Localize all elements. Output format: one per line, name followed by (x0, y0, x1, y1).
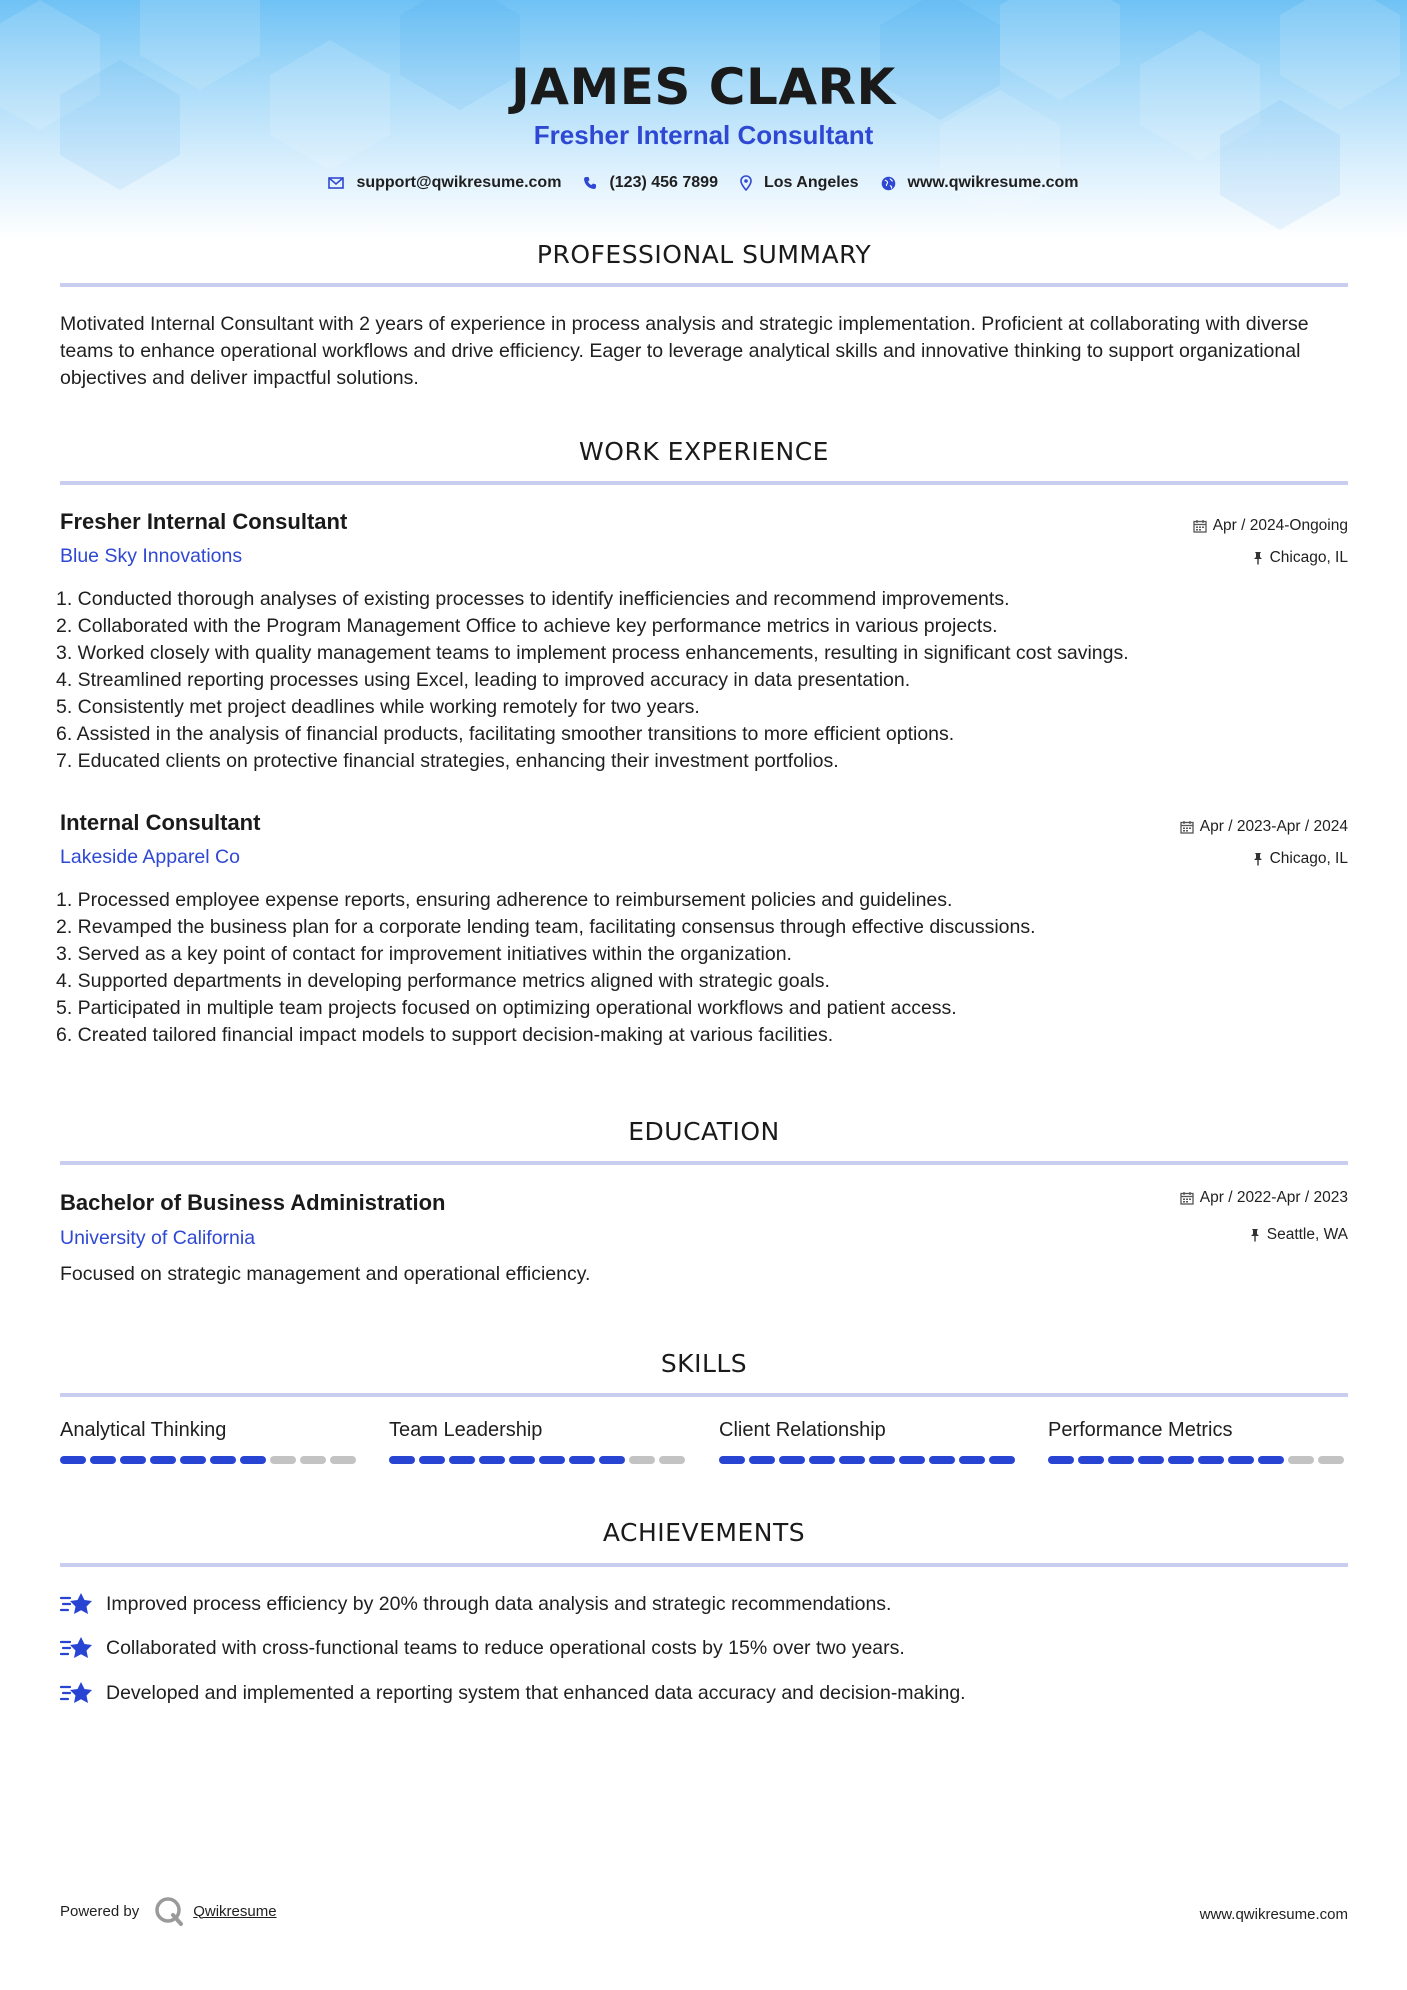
company-name: Lakeside Apparel Co (60, 846, 240, 868)
map-marker-icon (740, 175, 752, 191)
education-location-text: Seattle, WA (1266, 1226, 1348, 1243)
job-location (1252, 850, 1348, 868)
skill-dot-filled (210, 1456, 236, 1464)
skill-dot-filled (1258, 1456, 1284, 1464)
achievement-text: Developed and implemented a reporting system that enhanced data accuracy and decision-making. (106, 1681, 966, 1704)
skill-dot-filled (539, 1456, 565, 1464)
skill-dot-filled (150, 1456, 176, 1464)
skill-dot-filled (719, 1456, 745, 1464)
skill-dot-empty (1288, 1456, 1314, 1464)
skill-dot-filled (749, 1456, 775, 1464)
globe-icon (881, 176, 896, 191)
skill-name: Performance Metrics (1048, 1419, 1233, 1441)
contact-email[interactable] (328, 174, 561, 192)
skill-dot-empty (270, 1456, 296, 1464)
skill-dot-filled (779, 1456, 805, 1464)
education-dates (1180, 1189, 1348, 1207)
education-location (1249, 1226, 1348, 1244)
skills-heading: SKILLS (660, 1349, 748, 1378)
skill-dot-filled (929, 1456, 955, 1464)
job-dates (1193, 517, 1348, 535)
skill-dot-empty (629, 1456, 655, 1464)
skill-item (719, 1419, 1019, 1464)
skill-dot-filled (899, 1456, 925, 1464)
phone-icon (583, 176, 597, 190)
pin-icon (1252, 852, 1264, 866)
calendar-icon (1193, 519, 1207, 533)
skill-name: Analytical Thinking (60, 1419, 227, 1441)
qwikresume-logo-icon (153, 1895, 185, 1927)
contact-website[interactable] (881, 174, 1079, 192)
skill-dot-filled (1108, 1456, 1134, 1464)
skill-dot-filled (120, 1456, 146, 1464)
envelope-icon (328, 177, 344, 189)
skill-dot-filled (1138, 1456, 1164, 1464)
list-item: 7. Educated clients on protective financial strategies, enhancing their investment portfolios. (56, 750, 839, 772)
skill-dot-filled (839, 1456, 865, 1464)
list-item: 2. Collaborated with the Program Management Office to achieve key performance metrics in various projects. (56, 615, 998, 637)
contact-phone[interactable] (583, 174, 718, 192)
skill-dot-filled (1048, 1456, 1074, 1464)
education-dates-text: Apr / 2022-Apr / 2023 (1199, 1189, 1348, 1206)
contact-website-text: www.qwikresume.com (907, 174, 1079, 191)
skill-meter (719, 1456, 1019, 1464)
calendar-icon (1180, 1191, 1194, 1205)
achievements-divider (60, 1563, 1348, 1567)
skill-dot-filled (90, 1456, 116, 1464)
pin-icon (1252, 551, 1264, 565)
job-dates-text: Apr / 2023-Apr / 2024 (1199, 818, 1348, 835)
company-name: Blue Sky Innovations (60, 545, 243, 567)
education-heading: EDUCATION (628, 1117, 780, 1146)
summary-divider (60, 283, 1348, 287)
skill-dot-filled (569, 1456, 595, 1464)
achievement-item (60, 1679, 966, 1707)
job-bullet-list (56, 887, 1356, 1049)
achievement-item (60, 1634, 905, 1662)
skill-dot-filled (599, 1456, 625, 1464)
experience-divider (60, 481, 1348, 485)
list-item: 6. Created tailored financial impact models to support decision-making at various facilities. (56, 1024, 834, 1046)
contact-email-text: support@qwikresume.com (356, 174, 562, 191)
job-dates (1180, 818, 1348, 836)
skill-dot-filled (509, 1456, 535, 1464)
education-divider (60, 1161, 1348, 1165)
skill-item (60, 1419, 360, 1464)
achievement-text: Improved process efficiency by 20% through data analysis and strategic recommendations. (106, 1592, 892, 1615)
skill-meter (389, 1456, 689, 1464)
skill-dot-filled (180, 1456, 206, 1464)
list-item: 1. Conducted thorough analyses of existing processes to identify inefficiencies and recommend improvements. (56, 588, 1010, 610)
skill-dot-filled (989, 1456, 1015, 1464)
skill-dot-filled (809, 1456, 835, 1464)
skill-dot-empty (330, 1456, 356, 1464)
list-item: 3. Worked closely with quality management teams to implement process enhancements, resulting in significant cost savings. (56, 642, 1129, 664)
skill-dot-filled (389, 1456, 415, 1464)
star-icon (60, 1590, 94, 1618)
skill-dot-filled (1078, 1456, 1104, 1464)
list-item: 3. Served as a key point of contact for improvement initiatives within the organization. (56, 943, 792, 965)
list-item: 1. Processed employee expense reports, ensuring adherence to reimbursement policies and guidelines. (56, 889, 953, 911)
skill-dot-filled (240, 1456, 266, 1464)
job-title: Internal Consultant (60, 810, 261, 835)
contact-bar (0, 174, 1407, 192)
skill-meter (1048, 1456, 1348, 1464)
list-item: 4. Supported departments in developing performance metrics aligned with strategic goals. (56, 970, 830, 992)
skill-dot-empty (659, 1456, 685, 1464)
candidate-role: Fresher Internal Consultant (533, 120, 874, 150)
education-description: Focused on strategic management and operational efficiency. (60, 1263, 591, 1285)
list-item: 5. Consistently met project deadlines while working remotely for two years. (56, 696, 700, 718)
skill-dot-filled (1198, 1456, 1224, 1464)
skill-item (1048, 1419, 1348, 1464)
job-title: Fresher Internal Consultant (60, 509, 348, 534)
job-bullet-list (56, 586, 1356, 775)
pin-icon (1249, 1228, 1261, 1242)
skill-name: Team Leadership (389, 1419, 543, 1441)
skills-divider (60, 1393, 1348, 1397)
skill-item (389, 1419, 689, 1464)
footer-website[interactable]: www.qwikresume.com (1199, 1906, 1348, 1923)
calendar-icon (1180, 820, 1194, 834)
school-name: University of California (60, 1227, 256, 1249)
achievements-heading: ACHIEVEMENTS (602, 1518, 806, 1547)
job-location (1252, 549, 1348, 567)
skill-dot-empty (1318, 1456, 1344, 1464)
job-dates-text: Apr / 2024-Ongoing (1212, 517, 1348, 534)
skill-dot-filled (479, 1456, 505, 1464)
skill-dot-filled (1168, 1456, 1194, 1464)
skill-name: Client Relationship (719, 1419, 886, 1441)
summary-heading: PROFESSIONAL SUMMARY (536, 240, 872, 269)
star-icon (60, 1679, 94, 1707)
contact-phone-text: (123) 456 7899 (609, 174, 718, 191)
footer-powered-by (60, 1895, 277, 1927)
powered-by-label: Powered by (60, 1902, 140, 1920)
skill-dot-filled (1228, 1456, 1254, 1464)
achievement-item (60, 1590, 891, 1618)
list-item: 6. Assisted in the analysis of financial products, facilitating smoother transitions to more efficient options. (56, 723, 955, 745)
skill-dot-filled (419, 1456, 445, 1464)
skill-dot-filled (60, 1456, 86, 1464)
skill-dot-filled (449, 1456, 475, 1464)
skill-dot-filled (869, 1456, 895, 1464)
skill-dot-empty (300, 1456, 326, 1464)
star-icon (60, 1634, 94, 1662)
qwikresume-link[interactable]: Qwikresume (193, 1902, 277, 1920)
candidate-name: JAMES CLARK (511, 58, 896, 116)
list-item: 4. Streamlined reporting processes using Excel, leading to improved accuracy in data presentation. (56, 669, 911, 691)
job-location-text: Chicago, IL (1269, 850, 1348, 867)
skill-dot-filled (959, 1456, 985, 1464)
degree-title: Bachelor of Business Administration (60, 1190, 446, 1215)
contact-location-text: Los Angeles (763, 174, 859, 191)
experience-heading: WORK EXPERIENCE (579, 437, 829, 466)
list-item: 2. Revamped the business plan for a corporate lending team, facilitating consensus through effective discussions. (56, 916, 1036, 938)
list-item: 5. Participated in multiple team projects focused on optimizing operational workflows and patient access. (56, 997, 957, 1019)
skill-meter (60, 1456, 360, 1464)
job-location-text: Chicago, IL (1269, 549, 1348, 566)
achievement-text: Collaborated with cross-functional teams to reduce operational costs by 15% over two years. (106, 1636, 905, 1659)
contact-location (740, 174, 859, 192)
summary-text: Motivated Internal Consultant with 2 years of experience in process analysis and strategic implementation. Proficient at collaborating with diverse teams to enhance operational workflows and drive efficiency. Eager to leverage analytical skills and innovative thinking to support organizational objectives and deliver impactful solutions. (60, 313, 1309, 389)
